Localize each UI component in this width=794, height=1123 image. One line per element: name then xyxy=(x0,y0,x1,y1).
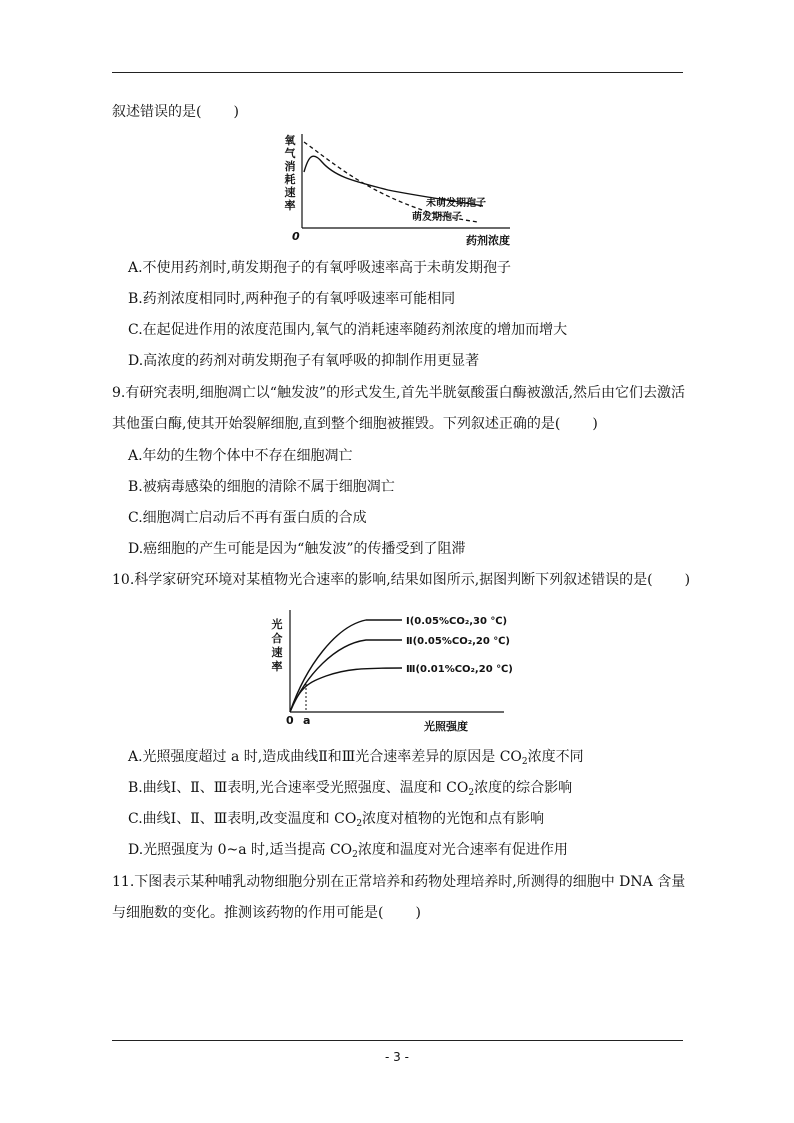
q8-stem-tail: 叙述错误的是( ) xyxy=(112,104,239,120)
svg-text:速: 速 xyxy=(271,646,283,659)
svg-text:率: 率 xyxy=(271,660,283,673)
q10-a-label: a xyxy=(303,714,311,727)
q8-curve-germinated xyxy=(304,142,478,222)
q10-label-curve-3: Ⅲ(0.01%CO₂,20 ℃) xyxy=(406,664,513,675)
q8-figure xyxy=(278,130,518,248)
q11-stem-line2: 与细胞数的变化。推测该药物的作用可能是( ) xyxy=(112,905,421,921)
q8-option-b: B.药剂浓度相同时,两种孢子的有氧呼吸速率可能相同 xyxy=(128,291,456,307)
q10-curve-1 xyxy=(290,620,402,712)
svg-text:氧: 氧 xyxy=(284,134,296,147)
svg-text:速: 速 xyxy=(284,186,296,199)
q10-origin: 0 xyxy=(286,714,294,727)
q10-x-axis-label: 光照强度 xyxy=(424,720,468,733)
q10-curve-2 xyxy=(290,640,402,712)
q10-figure xyxy=(266,606,536,734)
svg-text:光: 光 xyxy=(271,618,283,631)
q8-option-c: C.在起促进作用的浓度范围内,氧气的消耗速率随药剂浓度的增加而增大 xyxy=(128,322,568,338)
q10-label-curve-1: Ⅰ(0.05%CO₂,30 ℃) xyxy=(406,616,508,627)
header-rule xyxy=(112,72,683,73)
q10-option-c: C.曲线Ⅰ、Ⅱ、Ⅲ表明,改变温度和 $CO_2$浓度对植物的光饱和点有影响 xyxy=(128,811,545,829)
q10-option-a: A.光照强度超过 a 时,造成曲线Ⅱ和Ⅲ光合速率差异的原因是 $CO_2$浓度不同 xyxy=(128,749,584,767)
q8-y-axis-label xyxy=(285,133,297,212)
q9-option-d: D.癌细胞的产生可能是因为“触发波”的传播受到了阻滞 xyxy=(128,541,466,557)
q8-legend-germinated: 萌发期孢子 xyxy=(412,212,462,223)
q9-stem-line1: 9.有研究表明,细胞凋亡以“触发波”的形式发生,首先半胱氨酸蛋白酶被激活,然后由它们去激活 xyxy=(112,385,686,401)
page-number: - 3 - xyxy=(385,1050,409,1064)
footer-rule xyxy=(112,1040,683,1041)
svg-text:合: 合 xyxy=(271,632,283,645)
q10-stem: 10.科学家研究环境对某植物光合速率的影响,结果如图所示,据图判断下列叙述错误的是( ) xyxy=(112,572,691,588)
q8-origin: 0 xyxy=(292,230,300,243)
q9-option-a: A.年幼的生物个体中不存在细胞凋亡 xyxy=(128,448,353,464)
q10-option-b: B.曲线Ⅰ、Ⅱ、Ⅲ表明,光合速率受光照强度、温度和 $CO_2$浓度的综合影响 xyxy=(128,780,573,798)
svg-text:耗: 耗 xyxy=(284,173,296,186)
q8-legend-ungerminated: 未萌发期孢子 xyxy=(426,198,486,209)
q9-option-b: B.被病毒感染的细胞的清除不属于细胞凋亡 xyxy=(128,479,395,495)
q11-stem-line1: 11.下图表示某种哺乳动物细胞分别在正常培养和药物处理培养时,所测得的细胞中 DNA 含量 xyxy=(112,874,686,890)
q9-stem-line2: 其他蛋白酶,使其开始裂解细胞,直到整个细胞被摧毁。下列叙述正确的是( ) xyxy=(112,416,598,432)
svg-text:率: 率 xyxy=(284,199,296,212)
q8-option-a: A.不使用药剂时,萌发期孢子的有氧呼吸速率高于未萌发期孢子 xyxy=(128,260,512,276)
svg-text:气: 气 xyxy=(284,147,296,160)
q8-option-d: D.高浓度的药剂对萌发期孢子有氧呼吸的抑制作用更显著 xyxy=(128,353,480,369)
svg-text:消: 消 xyxy=(284,160,296,173)
q9-option-c: C.细胞凋亡启动后不再有蛋白质的合成 xyxy=(128,510,367,526)
q10-option-d: D.光照强度为 0~a 时,适当提高 $CO_2$浓度和温度对光合速率有促进作用 xyxy=(128,842,568,860)
q10-label-curve-2: Ⅱ(0.05%CO₂,20 ℃) xyxy=(406,636,510,647)
q10-y-axis-label xyxy=(272,617,283,673)
q8-x-axis-label: 药剂浓度 xyxy=(466,234,510,247)
